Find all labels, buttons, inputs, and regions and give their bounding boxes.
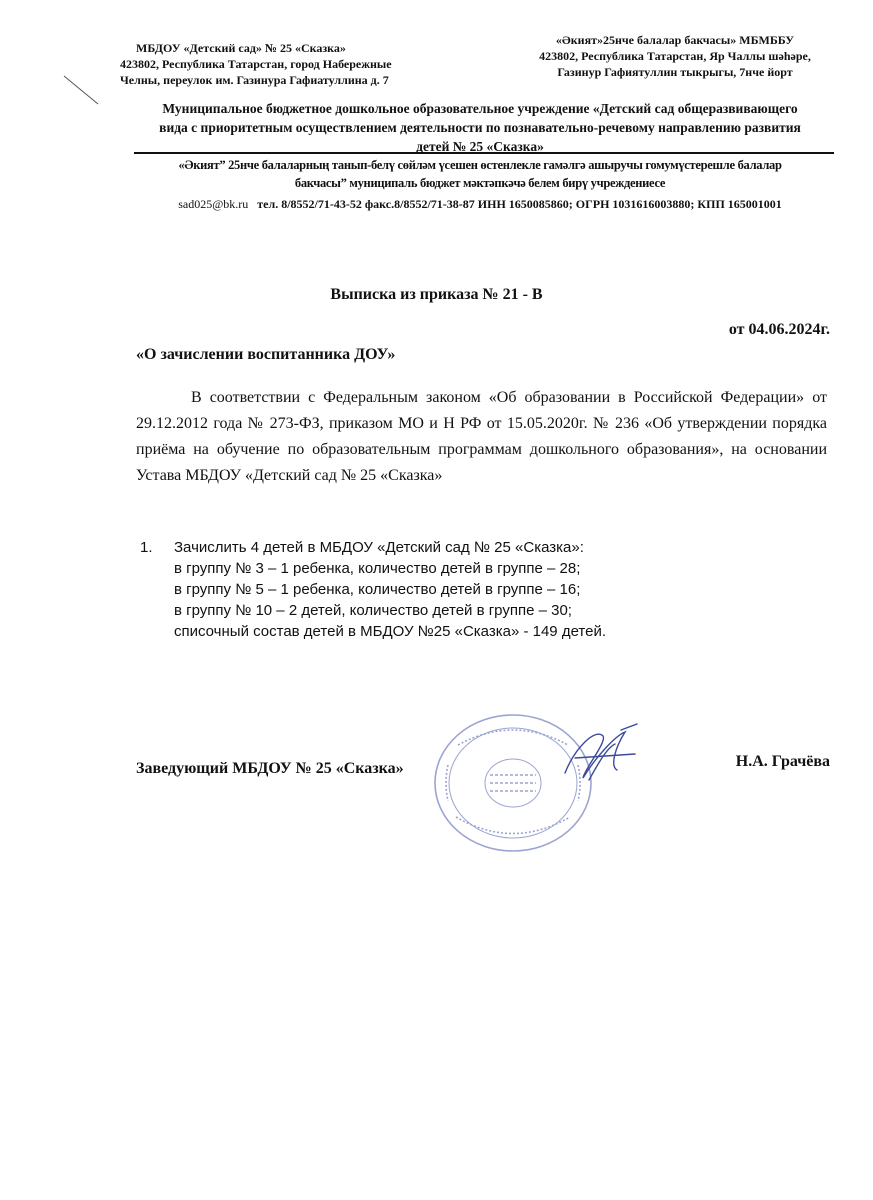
header-right-line3: Газинур Гафиятуллин тыкрыгы, 7нче йорт bbox=[557, 65, 793, 79]
institution-ru-line3: детей № 25 «Сказка» bbox=[416, 139, 544, 154]
list-number: 1. bbox=[140, 539, 153, 556]
institution-tt-line1: «Әкият” 25нче балаларның танып-белү сөйләм үсешен өстенлекле гамәлгә ашыручы гомумүстерешле балалар bbox=[178, 158, 782, 172]
list-item bbox=[174, 537, 824, 642]
list-item-line: в группу № 5 – 1 ребенка, количество детей в группе – 16; bbox=[174, 581, 581, 598]
header-left-line3: Челны, переулок им. Газинура Гафиатуллина д. 7 bbox=[120, 73, 389, 87]
signatory-title: Заведующий МБДОУ № 25 «Сказка» bbox=[136, 760, 404, 777]
document-date: от 04.06.2024г. bbox=[728, 321, 830, 338]
list-item-line: Зачислить 4 детей в МБДОУ «Детский сад № 25 «Сказка»: bbox=[174, 539, 584, 556]
document-subject: «О зачислении воспитанника ДОУ» bbox=[136, 346, 396, 363]
header-address-tt bbox=[505, 32, 845, 80]
contacts-details: тел. 8/8552/71-43-52 факс.8/8552/71-38-87 ИНН 1650085860; ОГРН 1031616003880; КПП 165001001 bbox=[257, 197, 782, 211]
document-title: Выписка из приказа № 21 - В bbox=[330, 286, 543, 303]
institution-ru-line2: вида с приоритетным осуществлением деятельности по познавательно-речевому направлению развития bbox=[159, 120, 801, 135]
signature-icon bbox=[555, 718, 645, 798]
institution-tt-line2: бакчасы” муниципаль бюджет мәктәпкәчә белем бирү учреждениесе bbox=[294, 176, 666, 190]
header-address-ru bbox=[120, 40, 480, 88]
institution-ru-line1: Муниципальное бюджетное дошкольное образовательное учреждение «Детский сад общеразвивающего bbox=[162, 101, 798, 116]
document-body: В соответствии с Федеральным законом «Об образовании в Российской Федерации» от 29.12.2012 года № 273-ФЗ, приказом МО и Н РФ от 15.05.2020г. № 236 «Об утверждении порядка приёма на обучение по образовательным программам дошкольного образования», на основании Устава МБДОУ «Детский сад № 25 «Сказка» bbox=[136, 389, 827, 484]
header-divider bbox=[134, 152, 834, 154]
list-item-line: в группу № 3 – 1 ребенка, количество детей в группе – 28; bbox=[174, 560, 581, 577]
header-right-line2: 423802, Республика Татарстан, Яр Чаллы шәһәре, bbox=[539, 49, 811, 63]
contacts-line bbox=[130, 197, 830, 212]
signatory-name: Н.А. Грачёва bbox=[735, 753, 830, 770]
email-link[interactable]: sad025@bk.ru bbox=[178, 197, 249, 211]
institution-name-ru bbox=[130, 99, 830, 156]
institution-name-tt bbox=[130, 156, 830, 192]
header-right-line1: «Әкият»25нче балалар бакчасы» МБМББУ bbox=[555, 33, 795, 47]
scan-mark-icon bbox=[62, 70, 102, 110]
header-left-line2: 423802, Республика Татарстан, город Набережные bbox=[120, 57, 392, 71]
header-left-line1: МБДОУ «Детский сад» № 25 «Сказка» bbox=[136, 41, 346, 55]
list-item-line: списочный состав детей в МБДОУ №25 «Сказка» - 149 детей. bbox=[174, 623, 607, 640]
list-item-line: в группу № 10 – 2 детей, количество детей в группе – 30; bbox=[174, 602, 572, 619]
